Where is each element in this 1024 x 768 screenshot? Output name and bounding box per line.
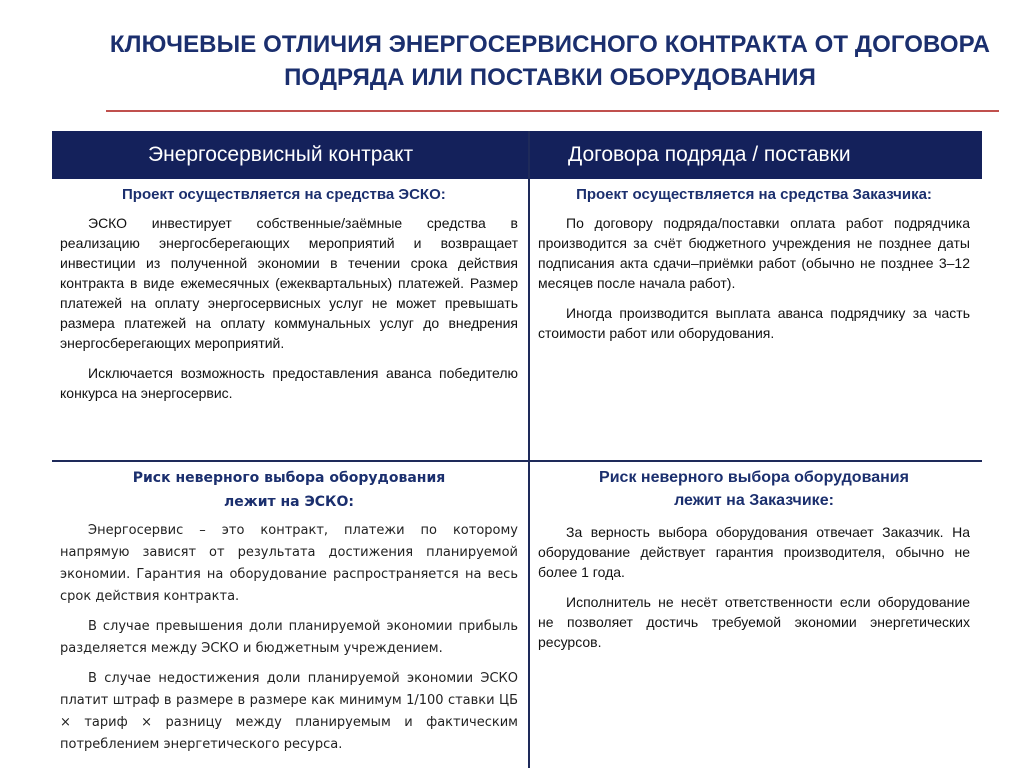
page-title: КЛЮЧЕВЫЕ ОТЛИЧИЯ ЭНЕРГОСЕРВИСНОГО КОНТРАКТА ОТ ДОГОВОРА ПОДРЯДА ИЛИ ПОСТАВКИ ОБОРУДОВАНИЯ	[109, 31, 991, 91]
title-divider	[106, 110, 999, 112]
cell-heading-line: лежит на Заказчике:	[674, 492, 834, 509]
row-divider	[52, 460, 982, 462]
cell-heading-line: лежит на ЭСКО:	[224, 494, 354, 510]
cell-paragraph: Исполнитель не несёт ответственности если оборудование не позволяет достичь требуемой экономии энергетических ресурсов.	[538, 594, 970, 650]
cell-financing-esco	[60, 184, 518, 413]
cell-financing-customer	[538, 184, 970, 353]
cell-paragraph: В случае недостижения доли планируемой экономии ЭСКО платит штраф в размере в размере как минимум 1/100 ставки ЦБ × тариф × разницу между планируемым и фактическим потреблением энергетического ресурса.	[60, 671, 518, 752]
cell-paragraph: Исключается возможность предоставления аванса победителю конкурса на энергосервис.	[60, 365, 518, 401]
column-divider	[528, 131, 530, 768]
cell-heading-line: Риск неверного выбора оборудования	[132, 470, 446, 486]
cell-heading	[60, 466, 518, 514]
table-header	[52, 131, 982, 179]
cell-heading: Проект осуществляется на средства ЭСКО:	[122, 186, 446, 203]
cell-risk-esco	[60, 466, 518, 764]
cell-heading: Проект осуществляется на средства Заказчика:	[576, 186, 932, 203]
cell-paragraph: Иногда производится выплата аванса подрядчику за часть стоимости работ или оборудования.	[538, 305, 970, 341]
header-supply-contract: Договора подряда / поставки	[568, 143, 851, 166]
comparison-table	[52, 131, 982, 768]
cell-heading-line: Риск неверного выбора оборудования	[599, 469, 909, 486]
cell-paragraph: За верность выбора оборудования отвечает Заказчик. На оборудование действует гарантия производителя, обычно не более 1 года.	[538, 524, 970, 580]
cell-paragraph: По договору подряда/поставки оплата работ подрядчика производится за счёт бюджетного учреждения не позднее даты подписания акта сдачи–приёмки работ (обычно не позднее 3–12 месяцев после начала работ).	[538, 215, 970, 291]
cell-heading	[538, 466, 970, 512]
cell-risk-customer	[538, 466, 970, 662]
cell-paragraph: В случае превышения доли планируемой экономии прибыль разделяется между ЭСКО и бюджетным учреждением.	[60, 619, 518, 656]
header-energy-service-contract: Энергосервисный контракт	[148, 143, 414, 166]
cell-paragraph: Энергосервис – это контракт, платежи по которому напрямую зависят от результата достижения планируемой экономии. Гарантия на оборудование распространяется на весь срок действия контракта.	[60, 523, 518, 604]
cell-paragraph: ЭСКО инвестирует собственные/заёмные средства в реализацию энергосберегающих мероприятий и возвращает инвестиции из полученной экономии в течении срока действия контракта в виде ежемесячных (ежеквартальных) платежей. Размер платежей на оплату энергосервисных услуг не может превышать размера платежей на оплату коммунальных услуг до внедрения энергосберегающих мероприятий.	[60, 215, 518, 351]
